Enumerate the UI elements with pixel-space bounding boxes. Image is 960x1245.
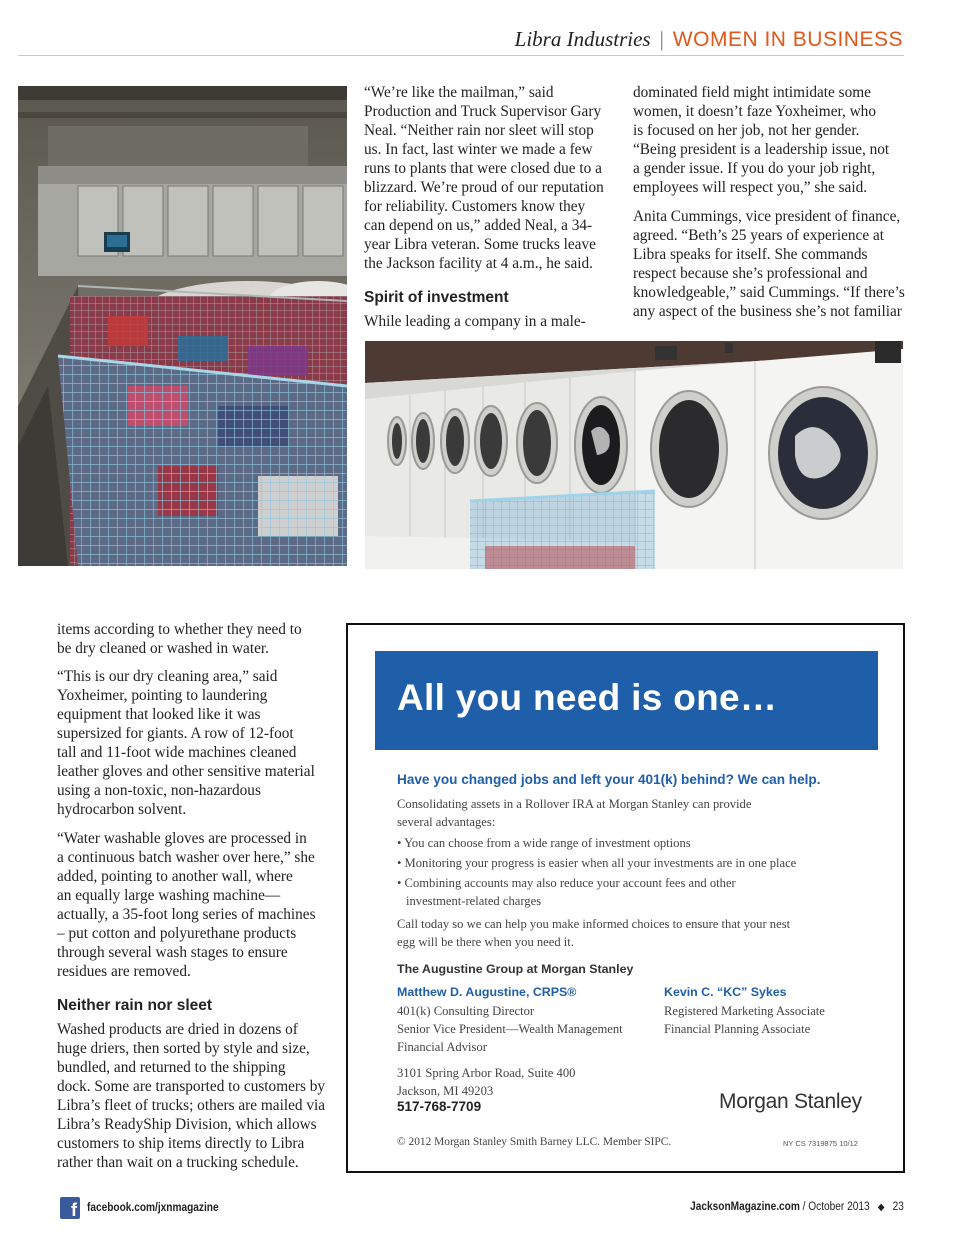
ad-contact1-title: Financial Advisor bbox=[397, 1040, 487, 1054]
laundry-carts-photo bbox=[18, 86, 347, 566]
body-line: blizzard. We’re proud of our reputation bbox=[364, 179, 604, 196]
ad-bullet: • You can choose from a wide range of investment options bbox=[397, 836, 691, 850]
header-section-name: Libra Industries bbox=[514, 27, 651, 51]
body-line: employees will respect you,” she said. bbox=[633, 179, 868, 196]
body-line: respect because she’s professional and bbox=[633, 265, 868, 282]
footer-facebook[interactable] bbox=[60, 1197, 237, 1219]
body-line: actually, a 35-foot long series of machines bbox=[57, 906, 316, 923]
body-line: Anita Cummings, vice president of finance, bbox=[633, 208, 901, 225]
ad-contact1-title: 401(k) Consulting Director bbox=[397, 1004, 535, 1018]
body-line: added, pointing to another wall, where bbox=[57, 868, 293, 885]
body-line: women, it doesn’t faze Yoxheimer, who bbox=[633, 103, 876, 120]
laundry-carts-illustration bbox=[18, 86, 347, 566]
ad-phone-number[interactable]: 517-768-7709 bbox=[397, 1099, 482, 1114]
body-line: While leading a company in a male- bbox=[364, 313, 586, 330]
body-line: “Water washable gloves are processed in bbox=[57, 830, 307, 847]
body-line: equipment that looked like it was bbox=[57, 706, 261, 723]
ad-call-line: egg will be there when you need it. bbox=[397, 935, 574, 949]
body-line: is focused on her job, not her gender. bbox=[633, 122, 860, 139]
body-line: “This is our dry cleaning area,” said bbox=[57, 668, 278, 685]
body-line: rather than wait on a trucking schedule. bbox=[57, 1154, 299, 1171]
ad-address-line: Jackson, MI 49203 bbox=[397, 1084, 494, 1098]
body-line: huge driers, then sorted by style and size, bbox=[57, 1040, 310, 1057]
ad-bullet: • Combining accounts may also reduce your account fees and other bbox=[397, 876, 736, 890]
ad-copyright: © 2012 Morgan Stanley Smith Barney LLC. Member SIPC. bbox=[397, 1136, 672, 1148]
facebook-icon: f bbox=[60, 1197, 80, 1219]
body-line: “We’re like the mailman,” said bbox=[364, 84, 554, 101]
ad-contact2-title: Financial Planning Associate bbox=[664, 1022, 811, 1036]
body-line: Yoxheimer, pointing to laundering bbox=[57, 687, 268, 704]
body-line: hydrocarbon solvent. bbox=[57, 801, 187, 818]
body-line: knowledgeable,” said Cummings. “If there’s bbox=[633, 284, 905, 301]
body-line: leather gloves and other sensitive material bbox=[57, 763, 315, 780]
body-line: residues are removed. bbox=[57, 963, 191, 980]
body-line: “Being president is a leadership issue, not bbox=[633, 141, 890, 158]
footer-page-info bbox=[690, 1201, 904, 1213]
ad-contact1-title: Senior Vice President—Wealth Management bbox=[397, 1022, 623, 1036]
body-line: customers to ship items directly to Libra bbox=[57, 1135, 305, 1152]
body-line: Libra’s ReadyShip Division, which allows bbox=[57, 1116, 317, 1133]
body-line: Libra speaks for itself. She commands bbox=[633, 246, 868, 263]
ad-bullet-continued: investment-related charges bbox=[406, 894, 542, 908]
body-line: Production and Truck Supervisor Gary bbox=[364, 103, 602, 120]
ad-subheadline: Have you changed jobs and left your 401(k) behind? We can help. bbox=[397, 772, 821, 787]
body-line: an equally large washing machine— bbox=[57, 887, 281, 904]
body-line: for reliability. Customers know they bbox=[364, 198, 586, 215]
body-line: us. In fact, last winter we made a few bbox=[364, 141, 593, 158]
footer-issue-date: / October 2013 bbox=[802, 1201, 870, 1213]
body-line: items according to whether they need to bbox=[57, 621, 302, 638]
ad-group-name: The Augustine Group at Morgan Stanley bbox=[397, 962, 634, 976]
body-line: be dry cleaned or washed in water. bbox=[57, 640, 269, 657]
ad-intro-line: several advantages: bbox=[397, 815, 496, 829]
body-line: Neal. “Neither rain nor sleet will stop bbox=[364, 122, 594, 139]
footer-facebook-link[interactable]: facebook.com/jxnmagazine bbox=[87, 1202, 219, 1214]
body-line: year Libra veteran. Some trucks leave bbox=[364, 236, 596, 253]
subhead-spirit-of-investment: Spirit of investment bbox=[364, 289, 509, 306]
body-line: dominated field might intimidate some bbox=[633, 84, 871, 101]
ad-call-line: Call today so we can help you make informed choices to ensure that your nest bbox=[397, 917, 791, 931]
body-line: through several wash stages to ensure bbox=[57, 944, 288, 961]
industrial-dryers-illustration bbox=[365, 341, 903, 569]
header-separator: | bbox=[659, 27, 664, 51]
body-line: dock. Some are transported to customers by bbox=[57, 1078, 326, 1095]
subhead-neither-rain-nor-sleet: Neither rain nor sleet bbox=[57, 997, 213, 1014]
body-line: any aspect of the business she’s not familiar bbox=[633, 303, 902, 320]
body-line: agreed. “Beth’s 25 years of experience at bbox=[633, 227, 885, 244]
header-topic: WOMEN IN BUSINESS bbox=[672, 28, 903, 51]
footer-site-link[interactable]: JacksonMagazine.com bbox=[690, 1201, 800, 1213]
body-line: Washed products are dried in dozens of bbox=[57, 1021, 298, 1038]
ad-contact2-title: Registered Marketing Associate bbox=[664, 1004, 825, 1018]
industrial-dryers-photo bbox=[365, 341, 903, 569]
body-line: the Jackson facility at 4 a.m., he said. bbox=[364, 255, 593, 272]
morgan-stanley-logo: Morgan Stanley bbox=[719, 1090, 862, 1113]
page-number: 23 bbox=[892, 1201, 904, 1213]
ad-intro-line: Consolidating assets in a Rollover IRA at Morgan Stanley can provide bbox=[397, 797, 752, 811]
ad-contact2-name: Kevin C. “KC” Sykes bbox=[664, 985, 787, 999]
body-line: runs to plants that were closed due to a bbox=[364, 160, 602, 177]
ad-address-line: 3101 Spring Arbor Road, Suite 400 bbox=[397, 1066, 576, 1080]
body-line: a continuous batch washer over here,” she bbox=[57, 849, 315, 866]
header-divider bbox=[18, 55, 904, 56]
footer-diamond-icon: ◆ bbox=[877, 1202, 885, 1213]
morgan-stanley-advertisement bbox=[346, 623, 905, 1173]
body-line: can depend on us,” added Neal, a 34- bbox=[364, 217, 593, 234]
body-line: a gender issue. If you do your job right, bbox=[633, 160, 876, 177]
ad-bullet: • Monitoring your progress is easier when all your investments are in one place bbox=[397, 856, 797, 870]
body-line: Libra’s fleet of trucks; others are mailed via bbox=[57, 1097, 326, 1114]
body-line: – put cotton and polyurethane products bbox=[57, 925, 297, 942]
ad-contact1-name: Matthew D. Augustine, CRPS® bbox=[397, 985, 577, 999]
body-line: bundled, and returned to the shipping bbox=[57, 1059, 286, 1076]
running-header bbox=[515, 26, 903, 53]
ad-banner bbox=[375, 651, 878, 750]
ad-compliance-code: NY CS 7319875 10/12 bbox=[783, 1139, 858, 1148]
ad-headline: All you need is one… bbox=[397, 677, 778, 718]
body-line: using a non-toxic, non-hazardous bbox=[57, 782, 261, 799]
body-line: tall and 11-foot wide machines cleaned bbox=[57, 744, 297, 761]
body-line: supersized for giants. A row of 12-foot bbox=[57, 725, 294, 742]
